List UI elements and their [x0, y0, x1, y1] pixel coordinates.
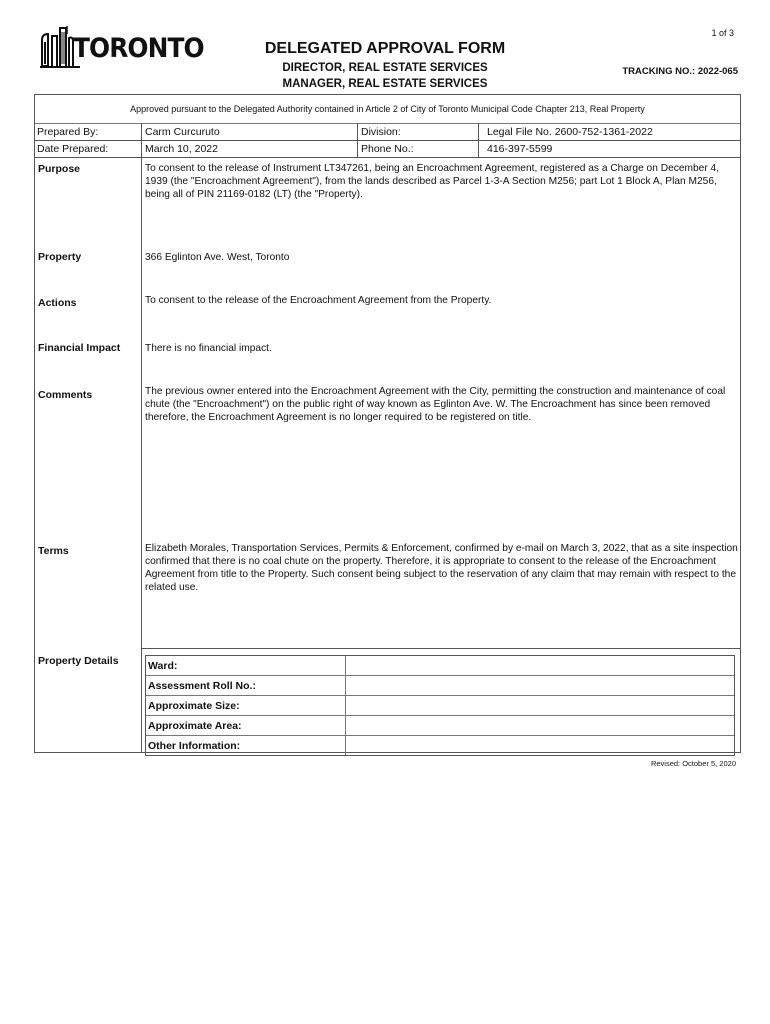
comments-label: Comments [38, 389, 93, 401]
prepared-by-value: Carm Curcuruto [145, 126, 220, 138]
form-title [0, 40, 770, 58]
details-row-other [146, 736, 734, 755]
approximate-area-field[interactable] [345, 716, 734, 735]
financial-impact-text: There is no financial impact. [145, 343, 272, 354]
details-top-divider [141, 648, 740, 649]
property-details-label: Property Details [38, 655, 119, 667]
approximate-size-label: Approximate Size: [148, 700, 240, 712]
approval-note: Approved pursuant to the Delegated Authority contained in Article 2 of City of Toronto Municipal Code Chapter 213, Real Property [35, 95, 740, 124]
property-address: 366 Eglinton Ave. West, Toronto [145, 252, 290, 263]
other-information-label: Other Information: [148, 740, 241, 752]
date-prepared-label: Date Prepared: [37, 143, 109, 155]
assessment-roll-field[interactable] [345, 676, 734, 695]
ward-field[interactable] [345, 656, 734, 675]
page-number: 1 of 3 [711, 28, 734, 38]
details-row-area [146, 716, 734, 736]
actions-text: To consent to the release of the Encroachment Agreement from the Property. [145, 295, 492, 306]
header-roles [250, 60, 520, 92]
approximate-area-label: Approximate Area: [148, 720, 242, 732]
prepared-row-divider [35, 140, 740, 141]
prepared-by-label: Prepared By: [37, 126, 99, 138]
date-prepared-value: March 10, 2022 [145, 143, 218, 155]
approximate-size-field[interactable] [345, 696, 734, 715]
details-row-ward [146, 656, 734, 676]
actions-label: Actions [38, 297, 77, 309]
financial-impact-label: Financial Impact [38, 342, 121, 354]
purpose-text: To consent to the release of Instrument LT347261, being an Encroachment Agreement, registered as a Charge on December 4, 1939 (the "Encroachment Agreement"), from the lands described as Parcel 1-3-A Section M256; part Lot 1 Block A, Plan M256, being all of PIN 21169-0182 (LT) (the "Property). [145, 163, 720, 200]
revision-date: Revised: October 5, 2020 [650, 759, 736, 768]
terms-text: Elizabeth Morales, Transportation Services, Permits & Enforcement, confirmed by e-mail on March 3, 2022, that as a site inspection confirmed that there is no coal chute on the property. Therefore, it is appropriate to consent to the release of the Encroachment Agreement from title to the Property. Such consent being subject to the reservation of any claim that may remain with respect to the related use. [145, 543, 738, 593]
assessment-roll-label: Assessment Roll No.: [148, 680, 256, 692]
comments-text: The previous owner entered into the Encroachment Agreement with the City, permitting the construction and maintenance of coal chute (the "Encroachment") on the public right of way known as Eglinton Ave. W. The Encroachment has since been removed therefore, the Encroachment Agreement is no longer required to be registered on title. [145, 386, 726, 423]
toronto-wordmark: TORONTO [73, 33, 204, 64]
form-title-text: DELEGATED APPROVAL FORM [264, 40, 506, 57]
other-information-field[interactable] [345, 736, 734, 755]
details-row-roll [146, 676, 734, 696]
info-row-divider [35, 157, 740, 158]
details-row-size [146, 696, 734, 716]
phone-value: 416-397-5599 [487, 143, 553, 155]
terms-label: Terms [38, 545, 69, 557]
ward-label: Ward: [148, 660, 178, 672]
property-details-table [145, 655, 735, 756]
division-label: Division: [361, 126, 401, 138]
legal-file-number: Legal File No. 2600-752-1361-2022 [487, 126, 653, 138]
property-label: Property [38, 251, 82, 263]
label-column-divider [141, 123, 142, 753]
header-line-manager: MANAGER, REAL ESTATE SERVICES [282, 78, 488, 90]
tracking-number: TRACKING NO.: 2022-065 [622, 66, 738, 77]
approval-form [34, 94, 741, 753]
phone-label: Phone No.: [361, 143, 414, 155]
purpose-label: Purpose [38, 163, 81, 175]
header-line-director: DIRECTOR, REAL ESTATE SERVICES [282, 62, 488, 74]
